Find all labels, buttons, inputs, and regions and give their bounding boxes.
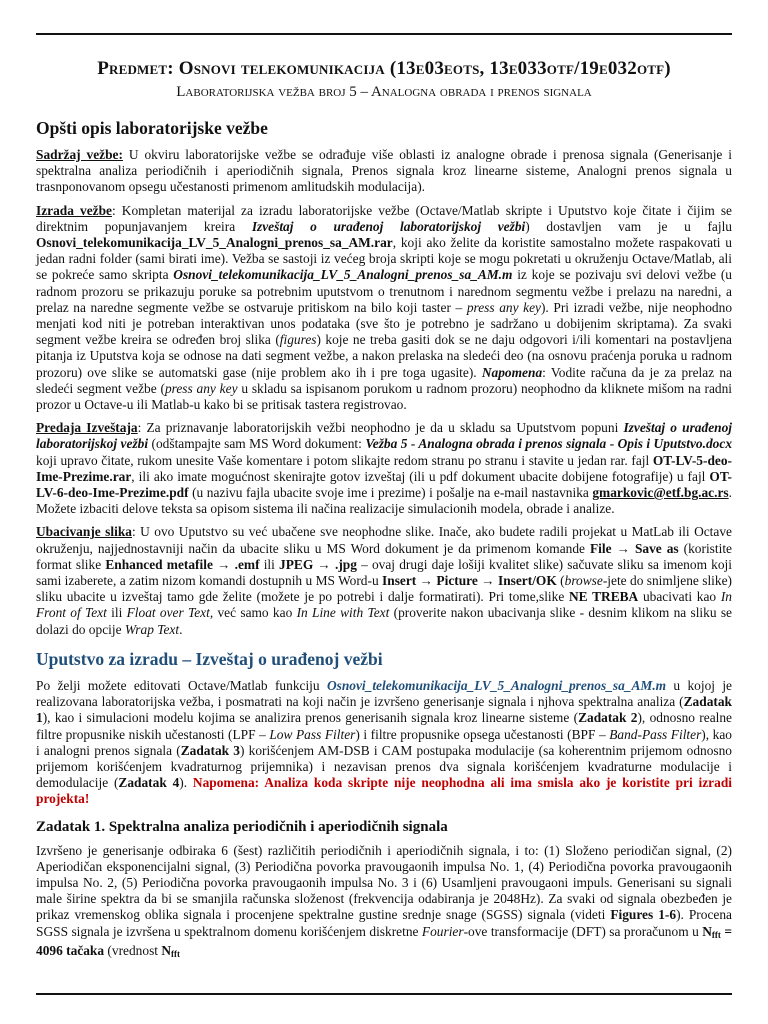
symbol-sub: fft bbox=[711, 929, 721, 940]
text: , već samo kao bbox=[209, 605, 297, 621]
file-name-docx: Vežba 5 - Analogna obrada i prenos signala - Opis i Uputstvo.docx bbox=[365, 436, 733, 452]
task-ref: Zadatak 1 bbox=[36, 694, 732, 726]
command: Enhanced metafile → .emf bbox=[105, 556, 260, 572]
text: ) korišćenjem AM-DSB i CAM postupaka modulacije (sa koherentnim prijemom odnosno prijemom korišćenjem kvadraturnog prijemnika) i nezavisan prenos dva signala korišćenjem kvadraturne modulacije i demodulacije ( bbox=[36, 742, 733, 791]
text-em: browse bbox=[564, 573, 603, 589]
text: , koji ako želite da koristite samostalno možete raspakovati u jedan radni folder (sami birati ime). Vežba se sastoji iz većeg broja skripti koje se mogu pokretati u okruženju Octave/Matlab, ali se pokreće samo skripta bbox=[36, 235, 732, 283]
symbol-sub: fft bbox=[171, 948, 181, 959]
text: – ovaj drugi daje lošiji kvalitet slike) sačuvate sliku sa imenom koji sami izaberete, a zatim nizom komandi dostupnih u MS Word-u bbox=[36, 556, 732, 589]
text-em: Band-Pass Filter bbox=[609, 726, 702, 742]
symbol-n: N bbox=[702, 923, 712, 939]
text-strong: NE TREBA bbox=[569, 589, 639, 605]
file-name-pdf: OT-LV-6-deo-Ime-Prezime.pdf bbox=[36, 468, 732, 501]
paragraph-submission bbox=[36, 420, 732, 517]
paragraph-task1 bbox=[36, 843, 732, 962]
text: : U ovo Uputstvo su već ubačene sve neophodne slike. Inače, ako budete radili projekat u MatLab ili Octave okruženju, najjednostavniji način da ubacite sliku u MS Word dokument je da primenom komande bbox=[36, 524, 732, 556]
text-em: press any key bbox=[466, 299, 541, 315]
text-em: figures bbox=[279, 332, 317, 348]
command: Insert → Picture → Insert/OK bbox=[382, 573, 557, 589]
text-em: press any key bbox=[164, 380, 238, 396]
text: : Kompletan materijal za izradu laboratorijske vežbe (Octave/Matlab skripte i Uputstvo koje čitate i čijim se direktnim popunjavanjem kreira bbox=[36, 202, 732, 234]
label-images: Ubacivanje slika bbox=[36, 524, 132, 540]
command: File → Save as bbox=[590, 540, 679, 556]
text: : Za priznavanje laboratorijskih vežbi neophodno je da u skladu sa Uputstvom popuni bbox=[137, 420, 624, 436]
text: (vrednost bbox=[104, 942, 162, 958]
paragraph-work bbox=[36, 203, 732, 414]
paragraph-instructions bbox=[36, 678, 732, 808]
text: -jete do snimljene slike) sliku ubacite u izveštaj tamo gde želite (možete je po potrebi i dalje formatirati). Pri tome,slike bbox=[36, 573, 732, 605]
symbol-n: N bbox=[161, 942, 172, 958]
paragraph-content bbox=[36, 147, 732, 196]
document-page bbox=[36, 0, 732, 1024]
text: ). bbox=[179, 775, 193, 791]
task-ref: Zadatak 3 bbox=[180, 742, 240, 758]
label-work: Izrada vežbe bbox=[36, 202, 112, 218]
file-name-script: Osnovi_telekomunikacija_LV_5_Analogni_prenos_sa_AM.m bbox=[326, 677, 667, 693]
text: : Vodite računa da je za prelaz na sledeći segment vežbe ( bbox=[36, 364, 733, 396]
file-name-script: Osnovi_telekomunikacija_LV_5_Analogni_prenos_sa_AM.m bbox=[173, 267, 513, 283]
task-ref: Zadatak 4 bbox=[118, 775, 180, 791]
text: u kojoj je realizovana laboratorijska vežba, i posmatrati na koji način je izvršeno generisanje signala i njhova spektralna analiza ( bbox=[36, 677, 732, 710]
document-title: Predmet: Osnovi telekomunikacija (13e03eots, 13e033otf/19e032otf) bbox=[97, 58, 671, 79]
document-subtitle: Laboratorijska vežba broj 5 – Analogna obrada i prenos signala bbox=[176, 84, 592, 100]
note-warning: Napomena: Analiza koda skripte nije neophodna ali ima smisla ako je koristite pri izradi projekta! bbox=[36, 775, 732, 807]
text: (koristite format slike bbox=[36, 540, 733, 572]
document-body bbox=[36, 118, 732, 962]
task-ref: Zadatak 2 bbox=[578, 710, 638, 726]
text-em: Izveštaj o urađenoj laboratorijskoj vežbi bbox=[36, 420, 733, 452]
text: u skladu sa ispisanom porukom u radnom prozoru) neophodno da kliknete mišom na radni prozor u Octave-u ili Matlab-u kako bi se pritisak tastera registrovao. bbox=[36, 380, 732, 413]
text-em: Float over Text bbox=[126, 605, 210, 621]
text-em: Low Pass Filter bbox=[269, 726, 356, 742]
text: . bbox=[179, 621, 183, 637]
paragraph-images bbox=[36, 524, 732, 637]
text: ili bbox=[259, 556, 280, 572]
text: -ove transformacije (DFT) sa proračunom u bbox=[463, 923, 703, 939]
text: U okviru laboratorijske vežbe se odrađuje više oblasti iz analogne obrade i prenosa signala (Generisanje i spektralna analiza periodičnih i aperiodičnih signala, Prenos signala kroz linearne sisteme, Analogni prenos signala u trasnponovanom opsegu učestanosti primenom amlitudskih modulacija). bbox=[36, 147, 732, 195]
section-heading-general: Opšti opis laboratorijske vežbe bbox=[36, 118, 268, 138]
text-em: Fourier bbox=[421, 923, 464, 939]
text: (proverite nakon ubacivanja slike - desnim klikom na sliku se dolazi do opcije bbox=[36, 605, 732, 637]
text: ubacivati kao bbox=[638, 589, 721, 605]
text: (odštampajte sam MS Word dokument: bbox=[148, 436, 366, 452]
file-name-rar: Osnovi_telekomunikacija_LV_5_Analogni_prenos_sa_AM.rar bbox=[36, 235, 393, 251]
text-em: Wrap Text bbox=[124, 621, 180, 637]
email-link[interactable]: gmarkovic@etf.bg.ac.rs bbox=[592, 485, 729, 501]
label-content: Sadržaj vežbe: bbox=[36, 147, 123, 162]
text-em: In Line with Text bbox=[296, 605, 390, 621]
figure-ref: Figures 1-6 bbox=[610, 907, 677, 923]
text: ). Pri izradi vežbe, nije neophodno menjati kod niti je potreban interaktivan unos podataka (sve što je potrebno je sadržano u dobijenim skriptama). Za svaki segment vežbe kreira se određen broj slika ( bbox=[36, 299, 733, 348]
text: ) i filtre propusnike opsega učestanosti (BPF – bbox=[355, 726, 610, 742]
text: ). Procena SGSS signala je izvršena u spektralnom domenu korišćenjem diskretne bbox=[36, 907, 732, 939]
text: ), odnosno realne filtre propusnike niskih učestanosti (LPF – bbox=[36, 710, 732, 742]
file-name-rar: OT-LV-5-deo-Ime-Prezime.rar bbox=[36, 452, 732, 484]
text: Izvršeno je generisanje odbiraka 6 (šest) različitih periodičnih i aperiodičnih signala, i to: (1) Složeno periodičan signal, (2) Aperiodičan eksponencijalni signal, (3) Periodična povorka pravougaonih impulsa No. 1, (4) Periodična povorka pravougaonih impulsa No. 2, (5) Periodična povorka pravougaonih impulsa No. 3 i (6) Usamljeni pravougaoni impuls. Generisani su signali male širine spektra da bi se smanjila računska složenost (frekvencija odabiranja je 2048Hz). Za svaki od signala obezbeđen je prikaz vremenskog oblika signala i procenjene spektralne gustine srednje snage (SGSS) signala (videti bbox=[36, 842, 732, 923]
text: ) koje ne treba gasiti dok se ne daju odgovori i/ili komentari na postavljena pitanja iz Uputstva koja se odnose na dati segment vežbe, a nakon prelaska na sledeći deo (na osnovu praćenja poruka u radnom prozoru) ove slike se automatski gase (nije problem ako ih i pre toga ugasite). bbox=[36, 332, 732, 380]
text-em: In Front of Text bbox=[36, 589, 732, 621]
section-heading-instructions: Uputstvo za izradu – Izveštaj o urađenoj vežbi bbox=[36, 648, 383, 669]
text-em: Izveštaj o urađenoj laboratorijskoj vežbi bbox=[251, 218, 526, 234]
task1-heading: Zadatak 1. Spektralna analiza periodičnih i aperiodičnih signala bbox=[36, 818, 448, 835]
header-rule bbox=[36, 33, 732, 35]
text: . Možete izbaciti delove teksta sa opisom sistema ili načina realizacije simulacionih modela, obrade i analize. bbox=[36, 485, 732, 517]
text: ili bbox=[106, 605, 127, 621]
text: Po želji možete editovati Octave/Matlab funkciju bbox=[36, 677, 327, 693]
command: JPEG → .jpg bbox=[279, 556, 357, 572]
text: koji upravo čitate, rukom unesite Vaše komentare i potom slikajte redom stranu po stranu i stavite u jedan rar. fajl bbox=[36, 452, 653, 468]
note-label: Napomena bbox=[481, 364, 543, 380]
text: (u nazivu fajla ubacite svoje ime i prezime) i pošalje na e-mail nastavnika bbox=[188, 485, 593, 501]
text-strong: = 4096 tačaka bbox=[36, 923, 732, 958]
text: ) dostavljen vam je u fajlu bbox=[525, 218, 732, 234]
footer-rule bbox=[36, 993, 732, 995]
text: iz koje se pozivaju svi delovi vežbe (u radnom prozoru se prikazuju poruke sa potrebnim uputstvom o trenutnom i narednom segmentu vežbe i prelazu na naredni, a prelaz na naredne segmente vežbe se ostvaruje pritiskom na bilo koji taster – bbox=[36, 267, 732, 315]
text: , ili ako imate mogućnost skenirajte gotov izveštaj (ili u pdf dokument ubacite dobijene fotografije) u fajl bbox=[131, 468, 710, 484]
text: ), kao i simulacioni modelu kojima se analizira prenos generisanih signala kroz linearne sisteme ( bbox=[42, 710, 579, 726]
text: ), kao i analogni prenos signala ( bbox=[36, 726, 732, 758]
label-submission: Predaja Izveštaja bbox=[36, 420, 138, 436]
text: ( bbox=[556, 573, 565, 589]
